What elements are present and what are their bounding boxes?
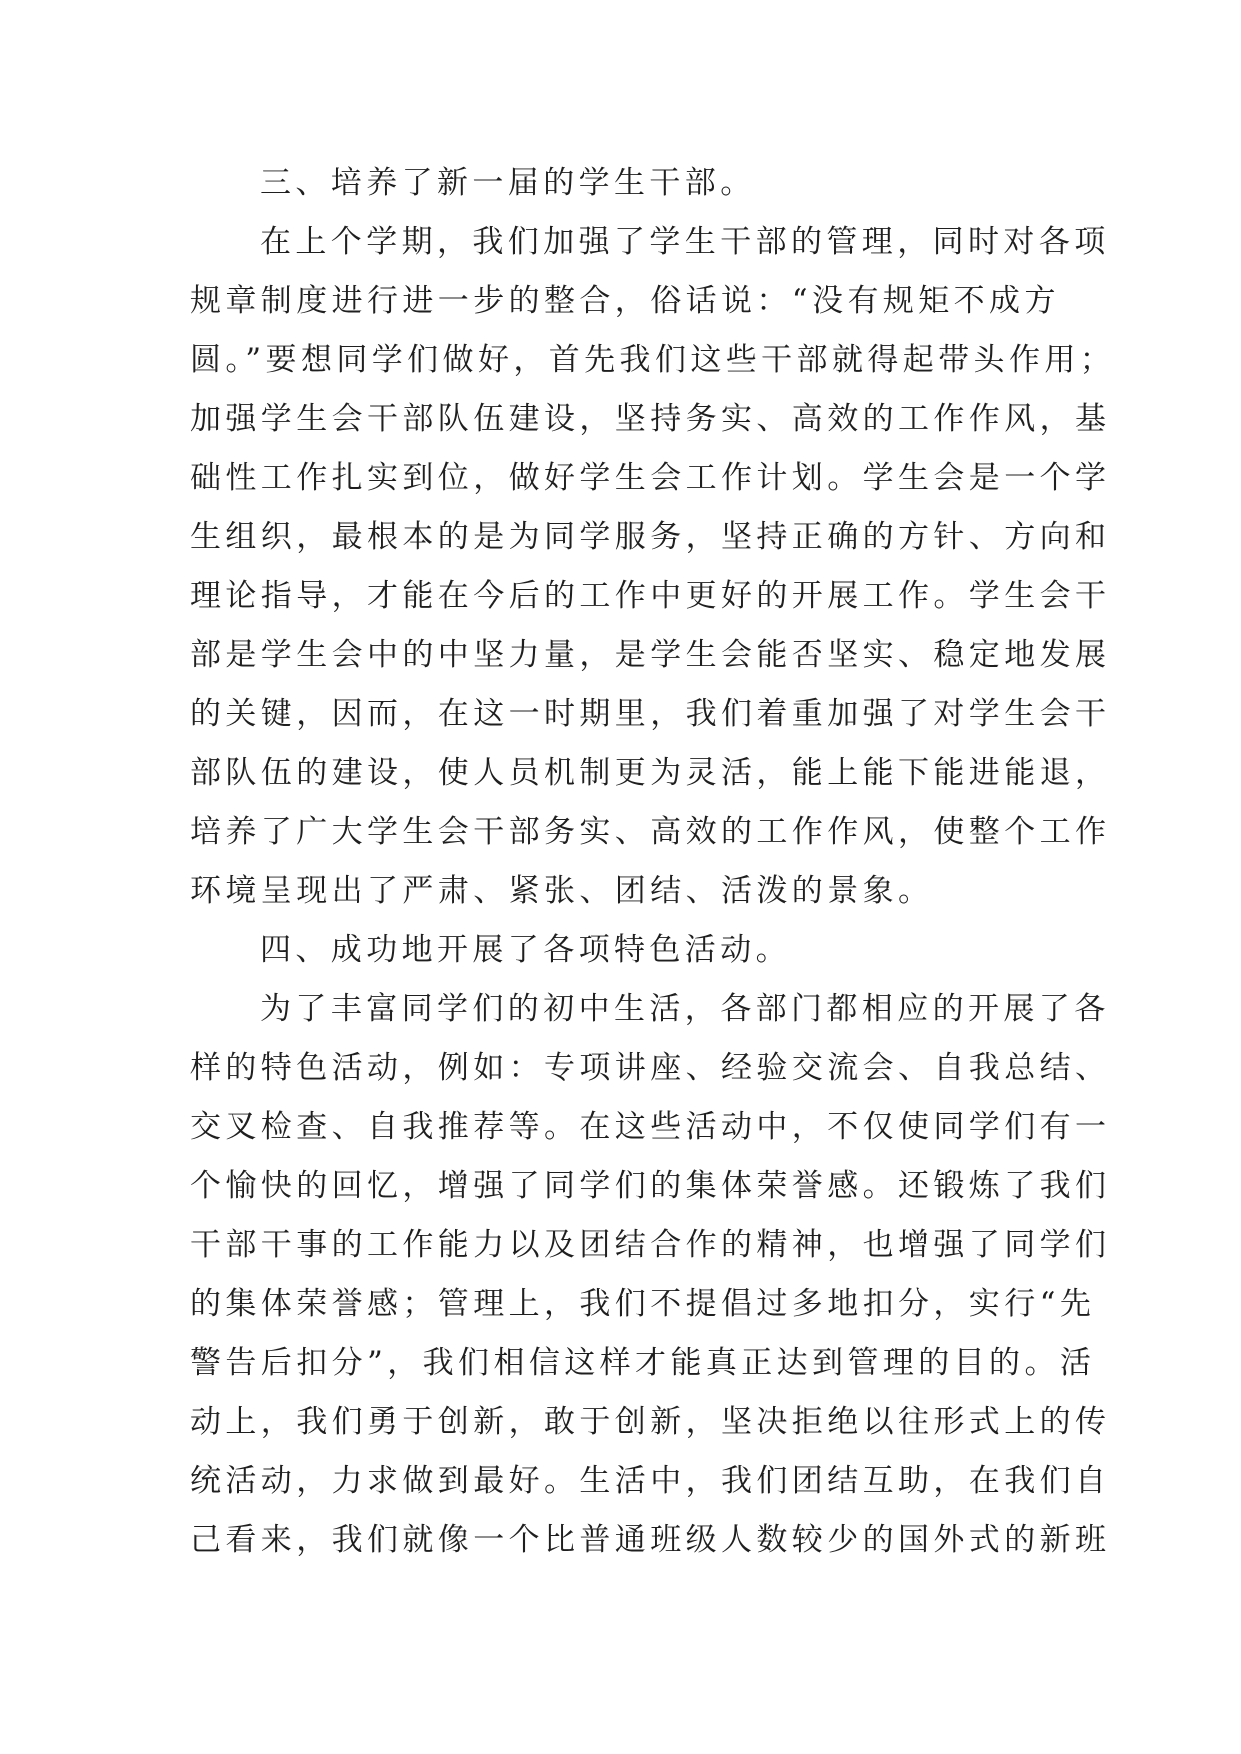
paragraph-line: 己看来，我们就像一个比普通班级人数较少的国外式的新班 xyxy=(190,1522,1111,1558)
paragraph-line: 培养了广大学生会干部务实、高效的工作作风，使整个工作 xyxy=(190,814,1111,850)
paragraph-line: 动上，我们勇于创新，敢于创新，坚决拒绝以往形式上的传 xyxy=(190,1404,1111,1440)
paragraph-line: 个愉快的回忆，增强了同学们的集体荣誉感。还锻炼了我们 xyxy=(190,1168,1111,1204)
paragraph-line: 规章制度进行进一步的整合，俗话说：“没有规矩不成方 xyxy=(190,283,1060,319)
paragraph-line: 环境呈现出了严肃、紧张、团结、活泼的景象。 xyxy=(190,873,934,909)
paragraph-line: 的关键，因而，在这一时期里，我们着重加强了对学生会干 xyxy=(190,696,1111,732)
paragraph-line: 统活动，力求做到最好。生活中，我们团结互助，在我们自 xyxy=(190,1463,1111,1499)
paragraph-line: 理论指导，才能在今后的工作中更好的开展工作。学生会干 xyxy=(190,578,1111,614)
section-heading-4: 四、成功地开展了各项特色活动。 xyxy=(260,932,791,968)
paragraph-line: 干部干事的工作能力以及团结合作的精神，也增强了同学们 xyxy=(190,1227,1111,1263)
paragraph-line: 础性工作扎实到位，做好学生会工作计划。学生会是一个学 xyxy=(190,460,1111,496)
paragraph-line: 部队伍的建设，使人员机制更为灵活，能上能下能进能退， xyxy=(190,755,1111,791)
paragraph-line: 部是学生会中的中坚力量，是学生会能否坚实、稳定地发展 xyxy=(190,637,1111,673)
document-body xyxy=(190,154,1116,1570)
section-heading-3: 三、培养了新一届的学生干部。 xyxy=(260,165,756,201)
paragraph-line: 样的特色活动，例如：专项讲座、经验交流会、自我总结、 xyxy=(190,1050,1111,1086)
paragraph-line: 的集体荣誉感；管理上，我们不提倡过多地扣分，实行“先 xyxy=(190,1286,1096,1322)
paragraph-line: 加强学生会干部队伍建设，坚持务实、高效的工作作风，基 xyxy=(190,401,1111,437)
paragraph-line: 警告后扣分”，我们相信这样才能真正达到管理的目的。活 xyxy=(190,1345,1096,1381)
paragraph-line: 在上个学期，我们加强了学生干部的管理，同时对各项 xyxy=(260,224,1110,260)
paragraph-line: 圆。”要想同学们做好，首先我们这些干部就得起带头作用； xyxy=(190,342,1116,378)
paragraph-line: 生组织，最根本的是为同学服务，坚持正确的方针、方向和 xyxy=(190,519,1111,555)
paragraph-line: 为了丰富同学们的初中生活，各部门都相应的开展了各 xyxy=(260,991,1110,1027)
paragraph-line: 交叉检查、自我推荐等。在这些活动中，不仅使同学们有一 xyxy=(190,1109,1111,1145)
